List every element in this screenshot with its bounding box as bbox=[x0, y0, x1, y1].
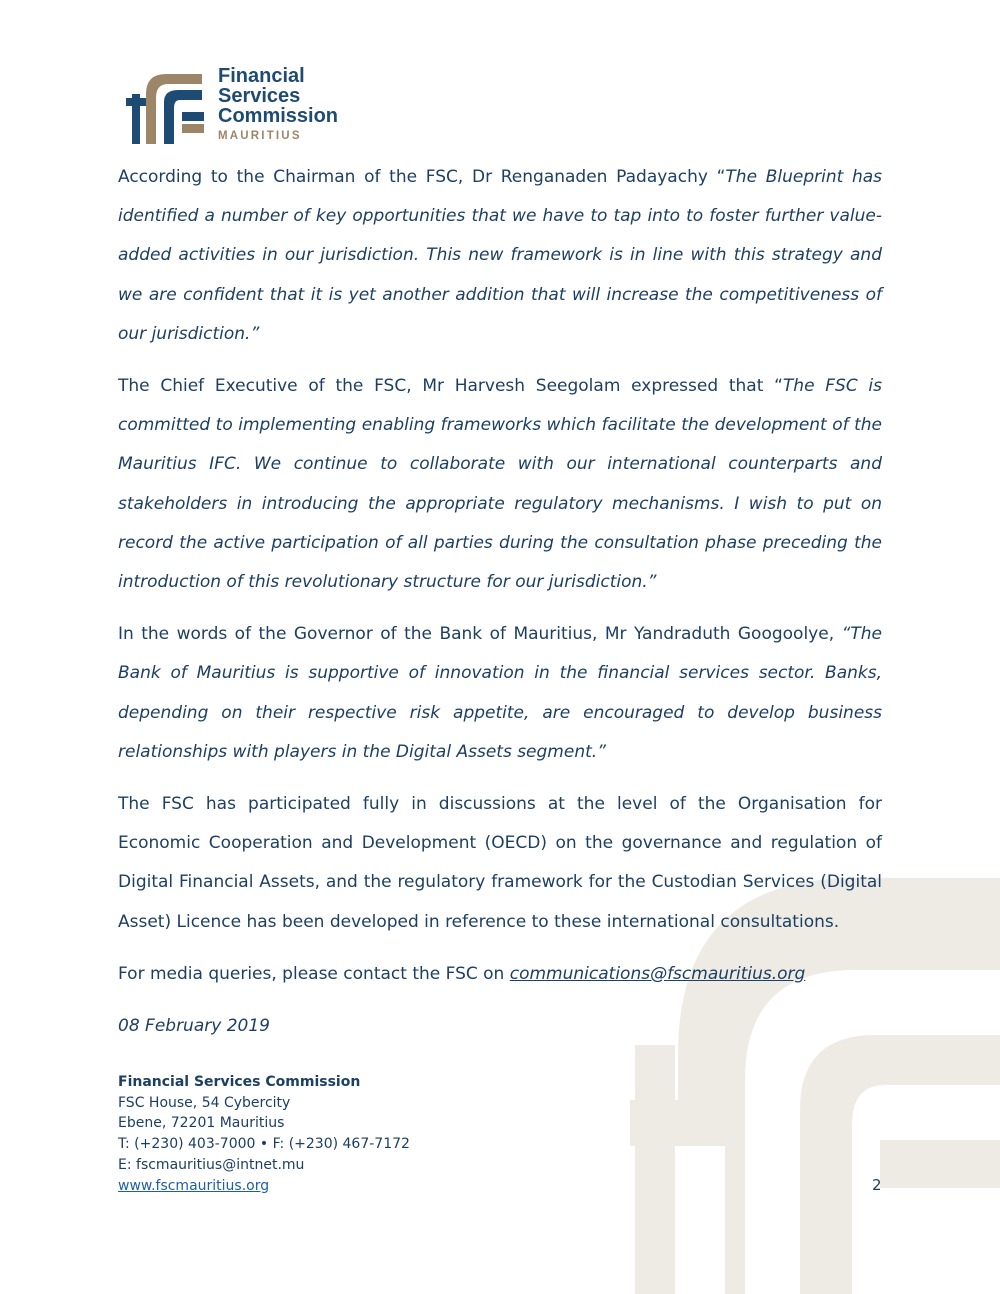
chairman-lead: According to the Chairman of the FSC, Dr Renganaden Padayachy “ bbox=[118, 167, 726, 187]
footer-website-link[interactable]: www.fscmauritius.org bbox=[118, 1177, 270, 1194]
governor-lead: In the words of the Governor of the Bank of Mauritius, Mr Yandraduth Googoolye, bbox=[118, 624, 842, 645]
media-contact-lead: For media queries, please contact the FSC on bbox=[118, 963, 510, 984]
governor-quote: “The Bank of Mauritius is supportive of innovation in the financial services sector. Banks, depending on their respective risk appetite, are encouraged to develop business relationships with players in the Digital Assets segment.” bbox=[118, 624, 882, 762]
oecd-paragraph: The FSC has participated fully in discussions at the level of the Organisation for Economic Cooperation and Development (OECD) on the governance and regulation of Digital Financial Assets, and the regulatory framework for the Custodian Services (Digital Asset) Licence has been developed in reference to these international consultations. bbox=[118, 794, 882, 932]
footer-email: E: fscmauritius@intnet.mu bbox=[118, 1156, 305, 1173]
footer-phone-fax: T: (+230) 403-7000 • F: (+230) 467-7172 bbox=[118, 1136, 410, 1153]
logo-wordmark bbox=[218, 66, 338, 143]
media-email-link[interactable]: communications@fscmauritius.org bbox=[509, 963, 806, 984]
page-number: 2 bbox=[872, 1176, 882, 1194]
footer-org-name: Financial Services Commission bbox=[118, 1074, 361, 1090]
logo-line-commission: Commission bbox=[218, 105, 339, 127]
chairman-quote-paragraph bbox=[118, 158, 882, 354]
ceo-quote-paragraph bbox=[118, 367, 882, 602]
footer-address-line-1: FSC House, 54 Cybercity bbox=[118, 1094, 291, 1111]
logo-line-mauritius: MAURITIUS bbox=[218, 130, 302, 142]
logo-line-financial: Financial bbox=[218, 65, 305, 87]
release-date: 08 February 2019 bbox=[118, 1016, 270, 1037]
footer-address-line-2: Ebene, 72201 Mauritius bbox=[118, 1115, 285, 1132]
ceo-lead: The Chief Executive of the FSC, Mr Harvesh Seegolam expressed that “ bbox=[118, 376, 783, 397]
ceo-quote: The FSC is committed to implementing enabling frameworks which facilitate the development of the Mauritius IFC. We continue to collaborate with our international counterparts and stakeholders in introducing the appropriate regulatory mechanisms. I wish to put on record the active participation of all parties during the consultation phase preceding the introduction of this revolutionary structure for our jurisdiction.” bbox=[118, 376, 882, 593]
press-release-body bbox=[118, 158, 882, 1059]
media-contact-paragraph bbox=[118, 955, 882, 994]
governor-quote-paragraph bbox=[118, 615, 882, 772]
chairman-quote: The Blueprint has identified a number of key opportunities that we have to tap into to foster further value-added activities in our jurisdiction. This new framework is in line with this strategy and we are confident that it is yet another addition that will increase the competitiveness of our jurisdiction.” bbox=[118, 167, 882, 344]
logo-line-services: Services bbox=[218, 85, 301, 107]
footer-contact-block bbox=[118, 1072, 410, 1196]
